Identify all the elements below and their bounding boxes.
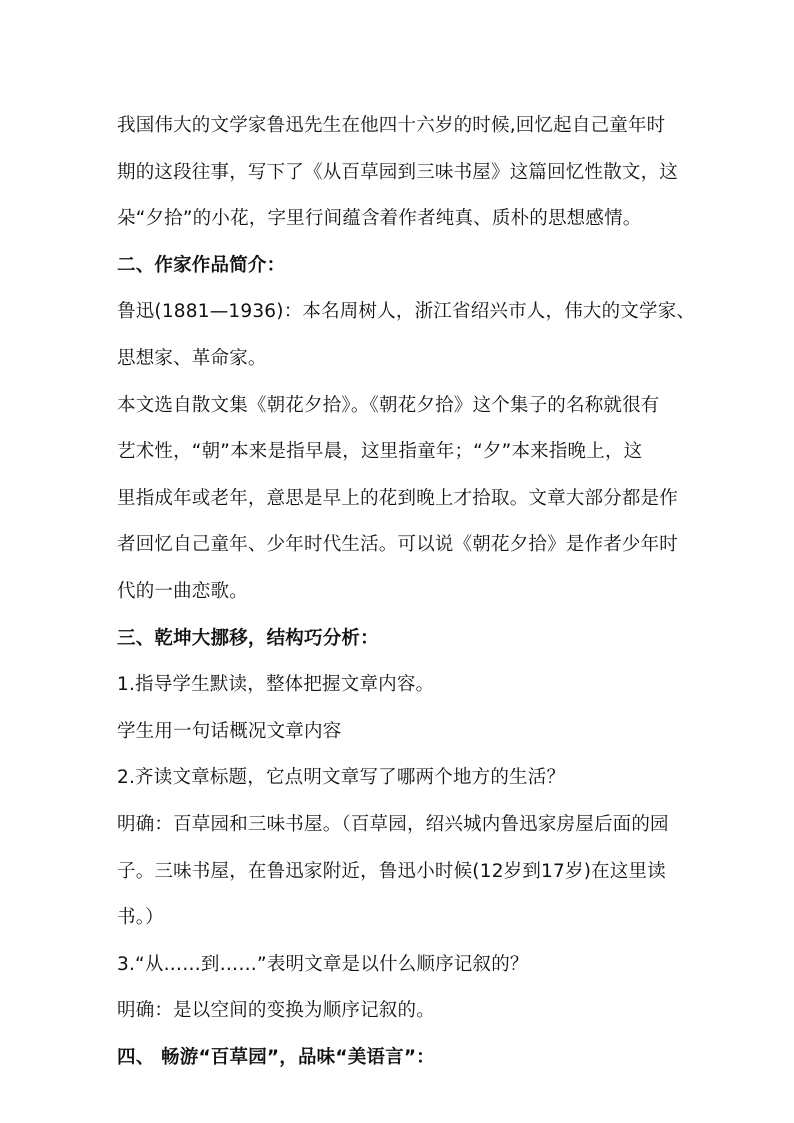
section-heading-baicaoyuan: 四、 畅游“百草园”，品味“美语言”： — [117, 1046, 435, 1068]
paragraph-line: 明确：是以空间的变换为顺序记叙的。 — [117, 1000, 435, 1022]
paragraph-line: 3.“从……到……”表明文章是以什么顺序记叙的？ — [117, 953, 529, 975]
section-heading-author-intro: 二、作家作品简介： — [117, 254, 286, 276]
paragraph-line: 期的这段往事，写下了《从百草园到三味书屋》这篇回忆性散文，这 — [117, 161, 679, 183]
paragraph-line: 我国伟大的文学家鲁迅先生在他四十六岁的时候,回忆起自己童年时 — [117, 115, 666, 136]
paragraph-line: 鲁迅(1881—1936)：本名周树人，浙江省绍兴市人，伟大的文学家、 — [117, 301, 696, 323]
paragraph-line: 代的一曲恋歌。 — [117, 580, 248, 602]
paragraph-line: 朵“夕拾”的小花，字里行间蕴含着作者纯真、质朴的思想感情。 — [117, 208, 642, 230]
paragraph-line: 明确：百草园和三味书屋。（百草园，绍兴城内鲁迅家房屋后面的园 — [117, 813, 669, 835]
paragraph-line: 艺术性，“朝”本来是指早晨，这里指童年；“夕”本来指晚上，这 — [117, 441, 643, 463]
paragraph-line: 学生用一句话概况文章内容 — [117, 720, 342, 742]
paragraph-line: 者回忆自己童年、少年时代生活。可以说《朝花夕拾》是作者少年时 — [117, 534, 679, 556]
paragraph-line: 思想家、革命家。 — [117, 347, 267, 369]
paragraph-line: 2.齐读文章标题，它点明文章写了哪两个地方的生活？ — [117, 767, 566, 789]
paragraph-line: 书。） — [117, 907, 164, 929]
paragraph-line: 里指成年或老年，意思是早上的花到晚上才拾取。文章大部分都是作 — [117, 487, 679, 509]
paragraph-line: 本文选自散文集《朝花夕拾》。《朝花夕拾》这个集子的名称就很有 — [117, 394, 660, 416]
section-heading-structure: 三、乾坤大挪移，结构巧分析： — [117, 627, 379, 649]
paragraph-line: 子。三味书屋，在鲁迅家附近，鲁迅小时候(12岁到17岁)在这里读 — [117, 860, 666, 882]
paragraph-line: 1.指导学生默读，整体把握文章内容。 — [117, 674, 435, 696]
